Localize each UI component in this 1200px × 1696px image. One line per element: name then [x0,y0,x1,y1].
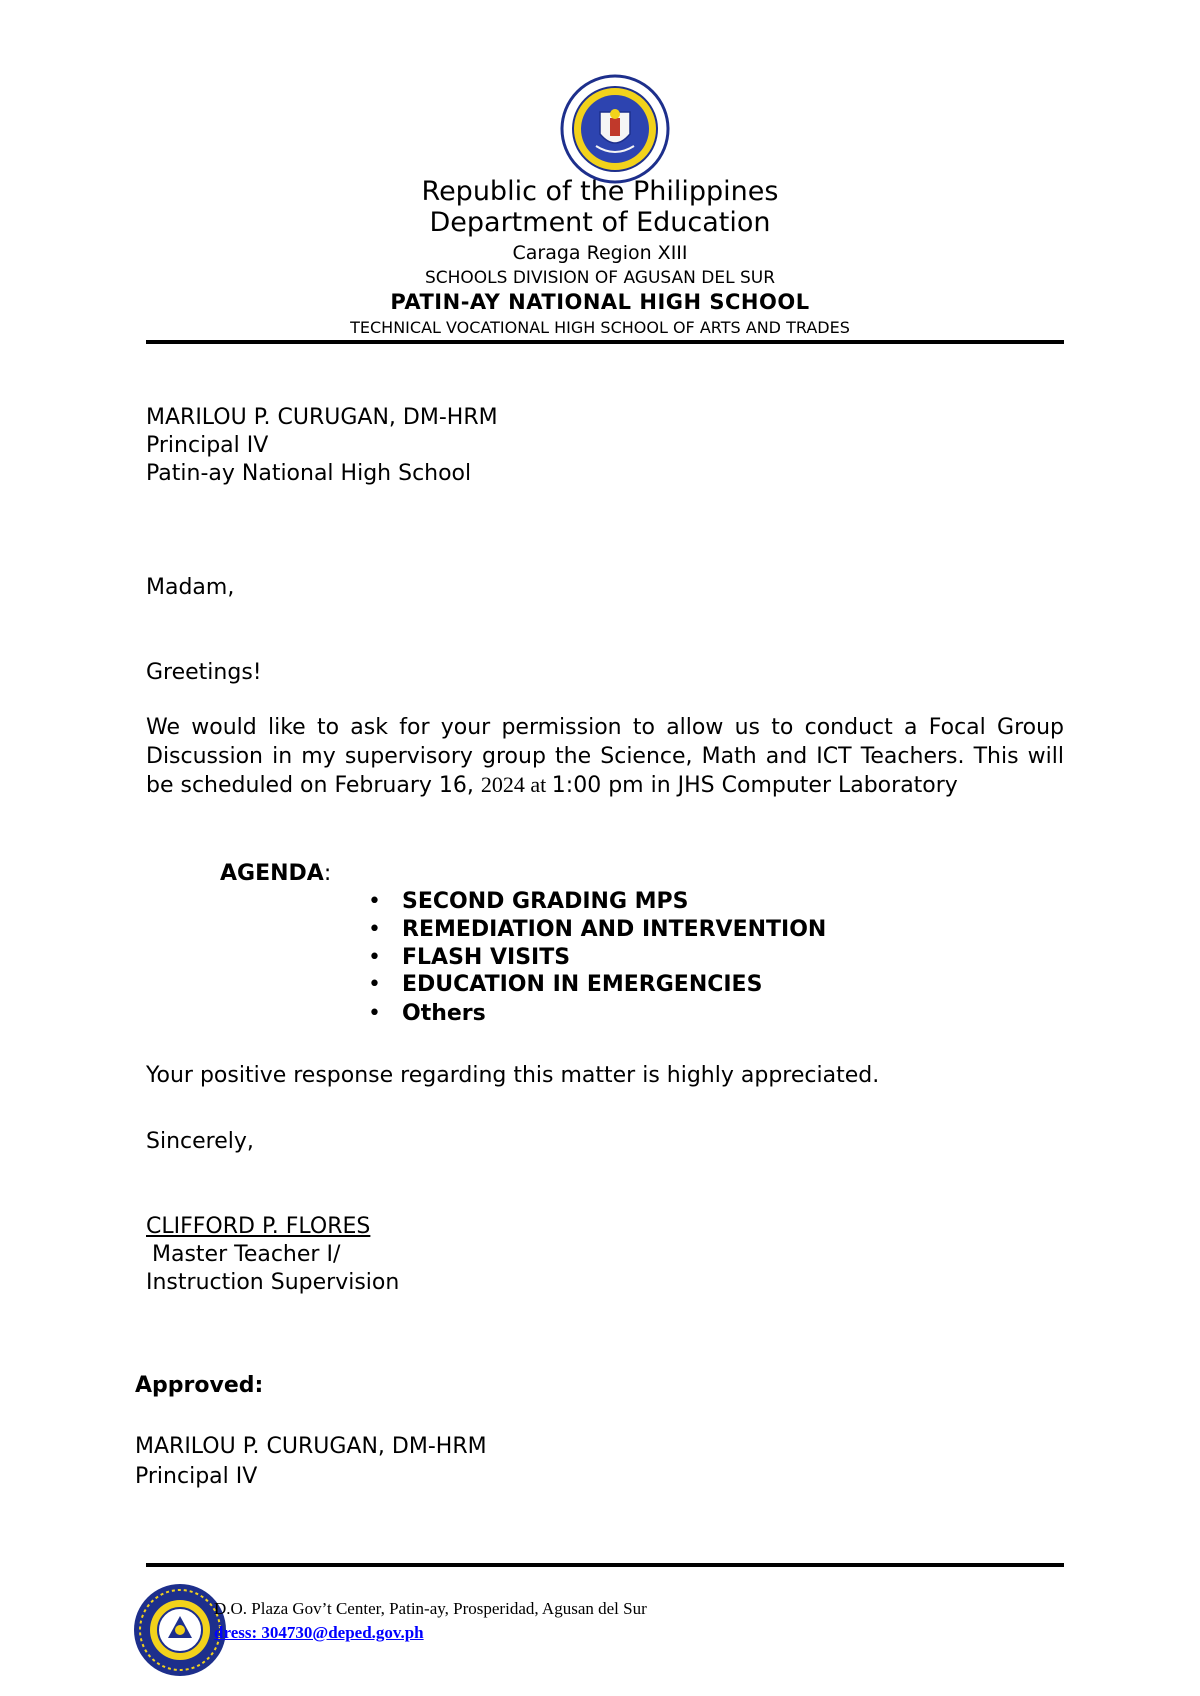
footer-email-link[interactable]: dress: 304730@deped.gov.ph [214,1623,424,1642]
approval-label: Approved: [135,1373,264,1398]
agenda-item: EDUCATION IN EMERGENCIES [402,972,763,997]
closing-line: Your positive response regarding this matter is highly appreciated. [146,1063,880,1088]
header-region: Caraga Region XIII [512,242,688,264]
body-at: at [524,772,552,797]
header-school-subtitle: TECHNICAL VOCATIONAL HIGH SCHOOL OF ARTS AND TRADES [350,318,850,337]
signatory-name: CLIFFORD P. FLORES [146,1214,371,1239]
deped-seal-logo [560,74,670,184]
header-school-name: PATIN-AY NATIONAL HIGH SCHOOL [390,290,810,314]
header-divider [146,340,1064,344]
recipient-name: MARILOU P. CURUGAN, DM-HRM [146,405,498,430]
body-year: 2024 [480,772,525,797]
valediction: Sincerely, [146,1129,254,1154]
recipient-position: Principal IV [146,433,269,458]
greeting: Greetings! [146,660,262,685]
approver-name: MARILOU P. CURUGAN, DM-HRM [135,1434,487,1459]
header-division: SCHOOLS DIVISION OF AGUSAN DEL SUR [424,268,776,288]
agenda-item: REMEDIATION AND INTERVENTION [402,917,827,942]
bullet-icon: • [368,945,381,970]
header-republic: Republic of the Philippines [421,176,779,207]
agenda-item: FLASH VISITS [402,945,571,970]
bullet-icon: • [368,972,381,997]
bullet-icon: • [368,1001,381,1026]
agenda-label [220,861,331,886]
agenda-item: Others [402,1001,486,1026]
footer-address: D.O. Plaza Gov’t Center, Patin-ay, Prosperidad, Agusan del Sur [214,1599,647,1618]
agenda-label-text: AGENDA [220,861,324,886]
body-text-part1: We would like to ask for your permission to allow us to conduct a Focal Group Discussion in my supervisory group the Science, Math and ICT Teachers. This will be scheduled on February 16, [146,715,1064,798]
bullet-icon: • [368,889,381,914]
header-department: Department of Education [429,207,771,238]
footer-divider [146,1563,1064,1567]
recipient-school: Patin-ay National High School [146,461,472,486]
bullet-icon: • [368,917,381,942]
agenda-label-colon: : [323,861,332,886]
agenda-item: SECOND GRADING MPS [402,889,689,914]
salutation: Madam, [146,575,235,600]
approver-position: Principal IV [135,1464,258,1489]
body-text-part2: 1:00 pm in JHS Computer Laboratory [551,773,958,798]
signatory-title-2: Instruction Supervision [146,1270,400,1295]
signatory-title: Master Teacher I/ [152,1242,341,1267]
body-paragraph [146,714,1064,801]
